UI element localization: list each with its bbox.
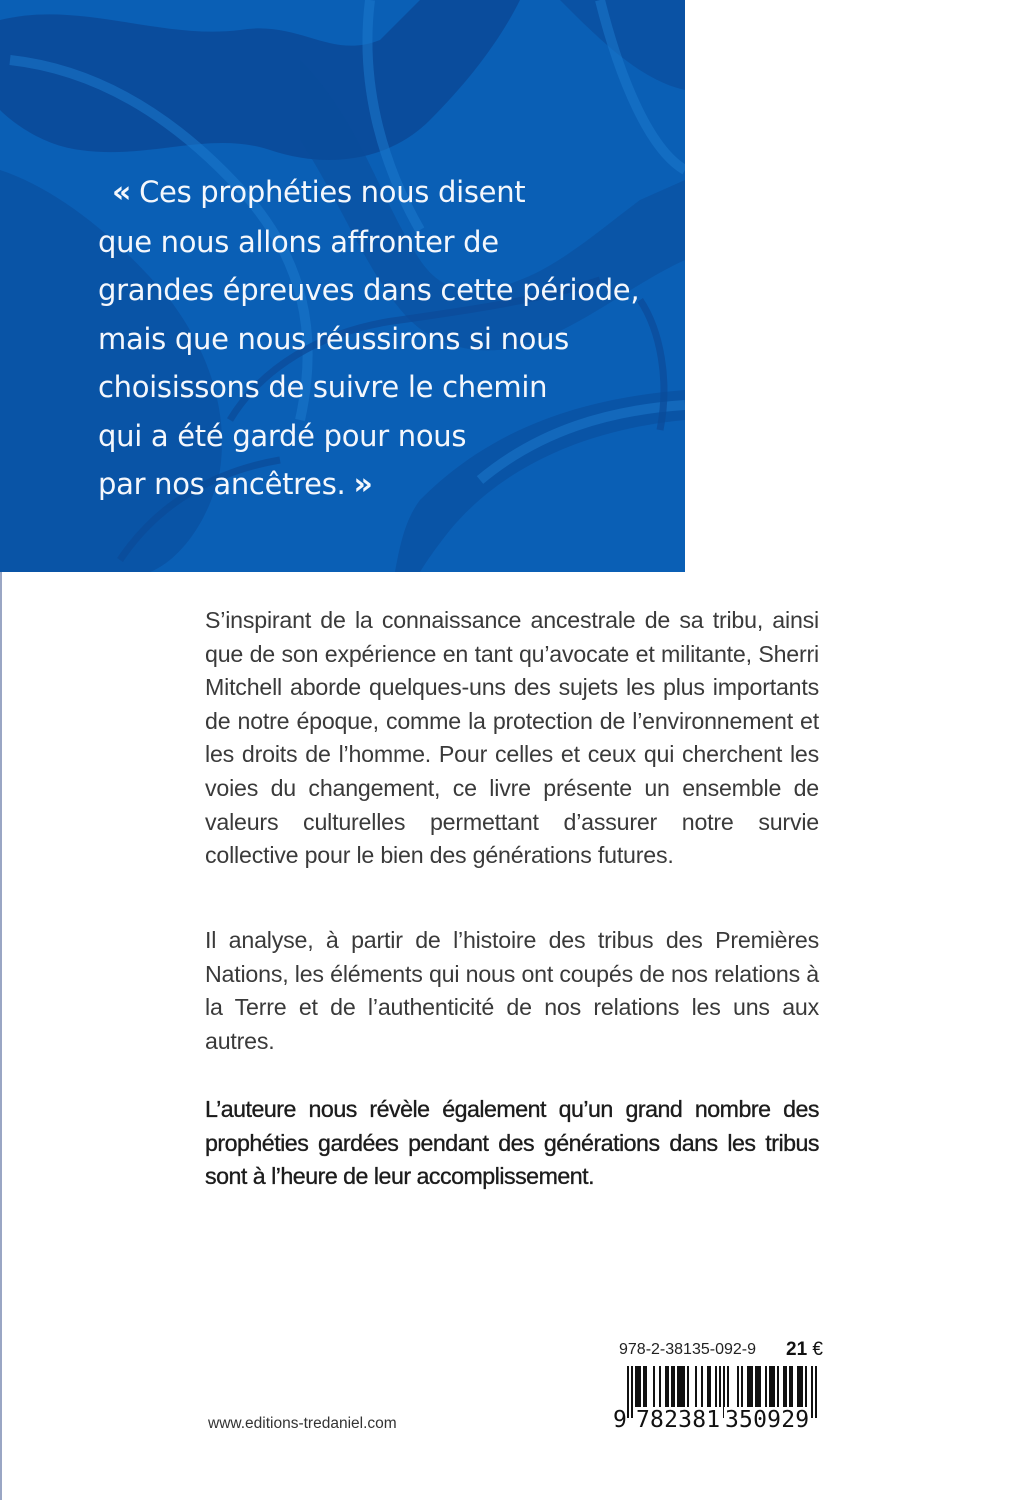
publisher-website: www.editions-tredaniel.com — [208, 1415, 397, 1432]
description-paragraph-1: S’inspirant de la connaissance ancestrale de sa tribu, ainsi que de son expérience en tant qu’avocate et militante, Sherri Mitchell aborde quelques-uns des sujets les plus importants de notre époque, comme la protection de l’environnement et les droits de l’homme. Pour celles et ceux qui cherchent les voies du changement, ce livre présente un ensemble de valeurs culturelles permettant d’assurer notre survie collective pour le bien des générations futures. — [205, 607, 819, 869]
quote-line: mais que nous réussirons si nous — [98, 321, 569, 356]
barcode-bar — [631, 1366, 633, 1418]
barcode-bar — [715, 1366, 717, 1410]
price-currency: € — [812, 1339, 823, 1360]
barcode-bar — [769, 1366, 771, 1410]
quote-line: que nous allons affronter de — [98, 224, 499, 259]
barcode-bar — [653, 1366, 655, 1410]
barcode-bar — [765, 1366, 767, 1410]
barcode-bar — [797, 1366, 799, 1410]
isbn-number: 978-2-38135-092-9 — [619, 1341, 756, 1358]
barcode-bar — [683, 1366, 685, 1410]
quote-line: qui a été gardé pour nous — [98, 418, 467, 453]
quote-line: choisissons de suivre le chemin — [98, 370, 548, 404]
barcode-bar — [709, 1366, 711, 1410]
quote-line: « Ces prophéties nous disent — [112, 175, 526, 210]
barcode-bar — [737, 1366, 739, 1410]
barcode-bar — [645, 1366, 647, 1410]
barcode-bar — [727, 1366, 729, 1410]
barcode-bar — [805, 1366, 807, 1410]
barcode-bar — [671, 1366, 673, 1410]
barcode-bar — [687, 1366, 689, 1410]
barcode-bar — [751, 1366, 753, 1410]
left-edge-line — [0, 572, 2, 1500]
barcode-bar — [811, 1366, 813, 1418]
barcode-bar — [771, 1366, 773, 1410]
cover-blue-panel — [0, 0, 685, 572]
barcode-bar — [665, 1366, 667, 1410]
barcode-bar — [639, 1366, 641, 1410]
description-paragraph-3-bold: L’auteure nous révèle également qu’un grand nombre des prophéties gardées pendant des générations dans les tribus sont à l’heure de leur accomplissement. — [205, 1096, 819, 1190]
barcode-bar — [783, 1366, 785, 1410]
barcode-bar — [777, 1366, 779, 1410]
barcode-bar — [791, 1366, 793, 1410]
barcode-bar — [757, 1366, 759, 1410]
barcode-bar — [681, 1366, 683, 1410]
barcode-bar — [799, 1366, 801, 1410]
barcode-bar — [815, 1366, 817, 1418]
barcode-bar — [773, 1366, 775, 1410]
price — [786, 1339, 823, 1361]
barcode-bar — [755, 1366, 757, 1410]
barcode-group-1: 782381 — [636, 1407, 721, 1433]
barcode-bar — [759, 1366, 761, 1410]
open-quote-mark: « — [112, 175, 132, 210]
barcode-bar — [679, 1366, 681, 1410]
barcode-bar — [677, 1366, 679, 1410]
barcode-bar — [667, 1366, 669, 1410]
price-amount: 21 — [786, 1339, 808, 1360]
barcode-bar — [801, 1366, 803, 1410]
description-paragraph-2: Il analyse, à partir de l’histoire des tribus des Premières Nations, les éléments qui nous ont coupés de nos relations à la Terre et de l’authenticité de nos relations les uns aux autres. — [205, 927, 819, 1054]
barcode-group-2: 350929 — [725, 1407, 810, 1433]
isbn-price-row — [619, 1339, 823, 1363]
barcode-bar — [747, 1366, 749, 1410]
barcode-bar — [643, 1366, 645, 1410]
quote-line: grandes épreuves dans cette période, — [98, 273, 640, 307]
barcode-bar — [749, 1366, 751, 1410]
barcode-bar — [785, 1366, 787, 1410]
pull-quote — [98, 168, 678, 510]
barcode-bar — [637, 1366, 639, 1410]
barcode-bar — [707, 1366, 709, 1410]
barcode-bar — [701, 1366, 703, 1410]
barcode-bar — [659, 1366, 661, 1410]
barcode-first-digit: 9 — [613, 1407, 628, 1433]
barcode-bar — [741, 1366, 743, 1410]
close-quote-mark: » — [353, 467, 373, 502]
quote-line: par nos ancêtres. » — [98, 467, 373, 502]
barcode-bar — [673, 1366, 675, 1410]
barcode-bar — [789, 1366, 791, 1410]
barcode-bar — [695, 1366, 697, 1410]
barcode-bar — [635, 1366, 637, 1410]
barcode-bar — [627, 1366, 629, 1418]
